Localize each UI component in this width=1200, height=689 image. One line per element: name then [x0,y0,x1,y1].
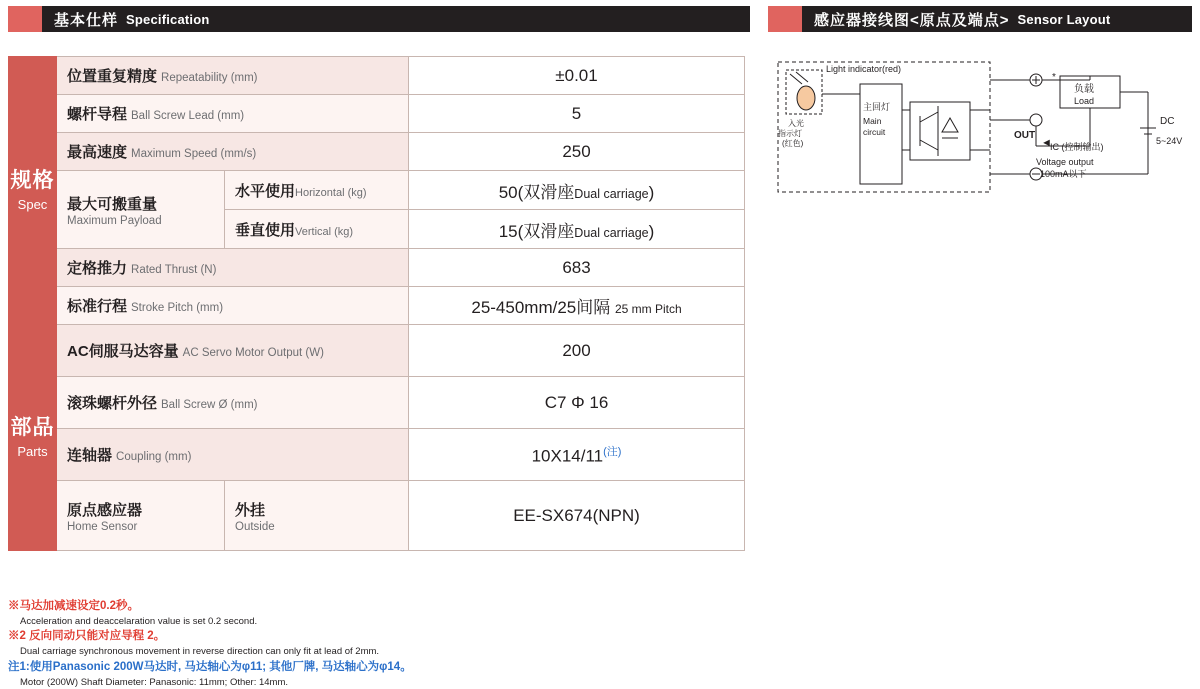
row-label-home-sensor [57,481,225,551]
row-label-en: Repeatability (mm) [161,72,258,84]
row-label-maximum-speed [57,133,409,171]
payload-vertical-tail: ) [648,221,655,241]
payload-vertical-sub: Dual carriage [574,225,649,240]
footnote-2-cn: ※2 反向同动只能对应导程 2。 [8,630,166,643]
spec-header-title-cn: 基本仕样 [54,11,119,29]
sensor-header-title-en: Sensor Layout [1017,11,1111,27]
diagram-label-out: OUT [1014,130,1036,141]
row-sublabel-outside [225,481,409,551]
row-label-en: Coupling (mm) [116,451,192,463]
row-label-cn: 标准行程 [67,298,128,315]
diagram-label-load-cn: 负载 [1074,84,1094,95]
table-row [9,133,745,171]
table-row [9,325,745,377]
payload-horizontal-tail: ) [648,182,655,202]
group-label-parts [9,325,57,551]
diagram-label-light-cn3: (红色) [782,139,804,148]
row-label-ball-screw-diameter [57,377,409,429]
group-label-parts-en: Parts [17,444,48,460]
row-label-maximum-payload [57,171,225,249]
row-value-repeatability: ±0.01 [409,57,745,95]
row-label-en: AC Servo Motor Output (W) [182,347,324,359]
group-label-spec-cn: 规格 [10,168,55,192]
row-label-en: Ball Screw Lead (mm) [131,110,245,122]
coupling-note-ref: (注) [603,445,622,458]
row-label-cn: AC伺服马达容量 [67,343,179,360]
footnote-3-cn: 注1:使用Panasonic 200W马达时, 马达轴心为φ11; 其他厂牌, 马达轴心为φ14。 [8,660,412,673]
spec-header-band [42,6,750,32]
sensor-header-band [802,6,1192,32]
sensor-header-title-cn: 感应器接线图<原点及端点> [814,11,1010,29]
table-row [9,57,745,95]
payload-vertical-main: 15(双滑座 [498,221,575,241]
diagram-label-voltage1: Voltage output [1036,157,1094,167]
row-label-repeatability [57,57,409,95]
diagram-label-arrow: ◄ [1041,137,1052,149]
payload-horizontal-sub: Dual carriage [574,186,649,201]
diagram-label-voltage2: 100mA以下 [1040,169,1087,179]
sensor-header-accent-bar [768,6,802,32]
footnote-3-en: Motor (200W) Shaft Diameter: Panasonic: 11mm; Other: 14mm. [20,676,289,688]
row-label-ball-screw-lead [57,95,409,133]
row-value-stroke-pitch [409,287,745,325]
row-sublabel-en: Vertical (kg) [295,225,354,238]
row-value-coupling [409,429,745,481]
table-row [9,377,745,429]
row-label-stroke-pitch [57,287,409,325]
row-label-cn: 最大可搬重量 [67,195,158,213]
row-value-ball-screw-diameter: C7 Φ 16 [409,377,745,429]
diagram-label-light-indicator: Light indicator(red) [826,64,902,74]
row-value-payload-horizontal [409,171,745,210]
group-label-spec [9,57,57,325]
diagram-label-main-en2: circuit [863,127,886,137]
diagram-label-main-cn: 主回灯 [863,102,891,112]
coupling-main: 10X14/11 [531,446,604,466]
sensor-section-header [768,6,1192,32]
row-label-cn: 螺杆导程 [67,106,128,123]
row-value-maximum-speed: 250 [409,133,745,171]
row-sublabel-en: Outside [235,520,275,533]
sensor-layout-diagram [768,50,1192,230]
row-label-cn: 定格推力 [67,260,128,277]
diagram-label-light-cn1: 入光 [788,119,804,128]
footnotes [8,598,748,689]
diagram-label-star: * [1052,72,1056,83]
diagram-label-main-en1: Main [863,116,882,126]
diagram-label-ic: IC (控制输出) [1050,142,1104,152]
row-label-en: Stroke Pitch (mm) [131,302,224,314]
footnote-1-en: Acceleration and deaccelaration value is set 0.2 second. [20,615,258,627]
diagram-label-dc-range: 5~24V [1156,136,1183,146]
row-label-rated-thrust [57,249,409,287]
row-label-cn: 最高速度 [67,144,128,161]
specification-table [8,56,745,551]
diagram-label-light-cn2: 指示灯 [778,129,802,138]
footnote-2-en: Dual carriage synchronous movement in reverse direction can only fit at lead of 2mm. [20,646,380,658]
spec-header-title-en: Specification [126,11,210,27]
table-row [9,429,745,481]
table-row [9,95,745,133]
spec-section-header [8,6,750,32]
table-row [9,481,745,551]
row-label-cn: 原点感应器 [67,501,143,519]
row-label-coupling [57,429,409,481]
row-label-en: Ball Screw Ø (mm) [161,399,258,411]
row-value-home-sensor: EE-SX674(NPN) [409,481,745,551]
row-sublabel-en: Horizontal (kg) [295,186,367,199]
table-row [9,249,745,287]
row-sublabel-cn: 垂直使用 [235,221,296,239]
payload-horizontal-main: 50(双滑座 [498,182,575,202]
stroke-pitch-sub: 25 mm Pitch [614,302,682,316]
row-sublabel-horizontal [225,171,409,210]
footnote-1-cn: ※马达加减速设定0.2秒。 [8,600,139,612]
row-sublabel-cn: 外挂 [235,501,266,519]
stroke-pitch-main: 25-450mm/25间隔 [471,298,611,317]
row-value-payload-vertical [409,210,745,249]
row-label-en: Maximum Payload [67,214,162,227]
table-row [9,171,745,210]
group-label-spec-en: Spec [17,197,48,213]
diagram-label-dc: DC [1160,116,1175,127]
diagram-label-load-en: Load [1074,96,1095,106]
group-label-parts-cn: 部品 [10,415,55,439]
row-label-cn: 滚珠螺杆外径 [67,395,158,412]
row-value-ball-screw-lead: 5 [409,95,745,133]
row-label-en: Maximum Speed (mm/s) [131,148,257,160]
row-sublabel-vertical [225,210,409,249]
row-value-ac-servo-motor-output: 200 [409,325,745,377]
row-label-cn: 位置重复精度 [67,68,158,85]
spec-header-accent-bar [8,6,42,32]
row-label-cn: 连轴器 [67,447,113,464]
table-row [9,287,745,325]
row-value-rated-thrust: 683 [409,249,745,287]
row-label-ac-servo-motor-output [57,325,409,377]
row-sublabel-cn: 水平使用 [235,182,296,200]
row-label-en: Rated Thrust (N) [131,264,217,276]
row-label-en: Home Sensor [67,520,138,533]
